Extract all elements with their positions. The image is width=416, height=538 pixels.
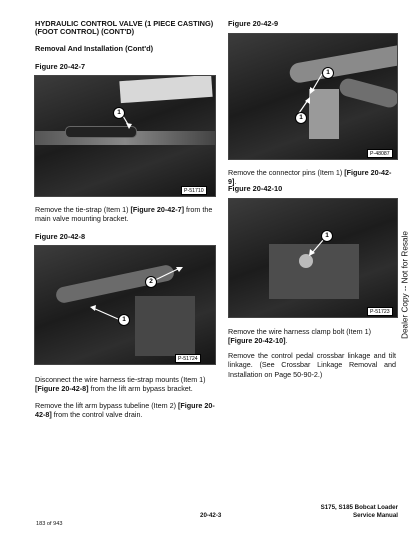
paragraph-connector-pins: Remove the connector pins (Item 1) [Figure 20-42-9]. bbox=[228, 168, 392, 187]
figure-10-title: Figure 20-42-10 bbox=[228, 184, 283, 193]
figure-8-photo bbox=[34, 245, 216, 365]
figure-7-callout-1: 1 bbox=[113, 107, 125, 119]
figure-9-title: Figure 20-42-9 bbox=[228, 19, 279, 28]
paragraph-bypass-tubeline: Remove the lift arm bypass tubeline (Item 2) [Figure 20-42-8] from the control valve drain. bbox=[35, 401, 215, 420]
dealer-copy-watermark: Dealer Copy -- Not for Resale bbox=[400, 231, 410, 339]
figure-8-title: Figure 20-42-8 bbox=[35, 232, 86, 241]
figure-8-ref: P-51724 bbox=[175, 354, 201, 363]
figure-9-callout-1b: 1 bbox=[295, 112, 307, 124]
figure-9-callout-1a: 1 bbox=[322, 67, 334, 79]
figure-8-callout-1: 1 bbox=[118, 314, 130, 326]
heading-line-2: (FOOT CONTROL) (CONT'D) bbox=[35, 27, 135, 37]
figure-9-arrows bbox=[229, 34, 397, 159]
footer-model: S175, S185 Bobcat Loader Service Manual bbox=[320, 504, 398, 519]
figure-9-ref: P-48087 bbox=[367, 149, 393, 158]
figure-8-arrows bbox=[35, 246, 215, 364]
figure-9-photo bbox=[228, 33, 398, 160]
paragraph-crossbar-linkage: Remove the control pedal crossbar linkage and tilt linkage. (See Crossbar Linkage Removal and Installation on Page 50-90-2.) bbox=[228, 351, 396, 379]
figure-10-arrow bbox=[229, 199, 397, 317]
paragraph-tie-strap-mounts: Disconnect the wire harness tie-strap mounts (Item 1) [Figure 20-42-8] from the lift arm bypass bracket. bbox=[35, 375, 206, 394]
figure-7-arrow bbox=[35, 76, 215, 196]
paragraph-clamp-bolt: Remove the wire harness clamp bolt (Item 1) [Figure 20-42-10]. bbox=[228, 327, 372, 346]
figure-7-photo bbox=[34, 75, 216, 197]
paragraph-tie-strap: Remove the tie-strap (Item 1) [Figure 20-42-7] from the main valve mounting bracket. bbox=[35, 205, 213, 224]
subheading: Removal And Installation (Cont'd) bbox=[35, 44, 154, 53]
footer-page-count: 183 of 943 bbox=[36, 521, 63, 527]
section-heading bbox=[35, 20, 215, 37]
figure-10-callout-1: 1 bbox=[321, 230, 333, 242]
heading-line-1: HYDRAULIC CONTROL VALVE (1 PIECE CASTING) bbox=[35, 19, 214, 28]
figure-10-photo bbox=[228, 198, 398, 318]
figure-10-ref: P-51723 bbox=[367, 307, 393, 316]
figure-8-callout-2: 2 bbox=[145, 276, 157, 288]
footer-page-number: 20-42-3 bbox=[200, 512, 222, 519]
figure-7-ref: P-51710 bbox=[181, 186, 207, 195]
figure-7-title: Figure 20-42-7 bbox=[35, 62, 86, 71]
